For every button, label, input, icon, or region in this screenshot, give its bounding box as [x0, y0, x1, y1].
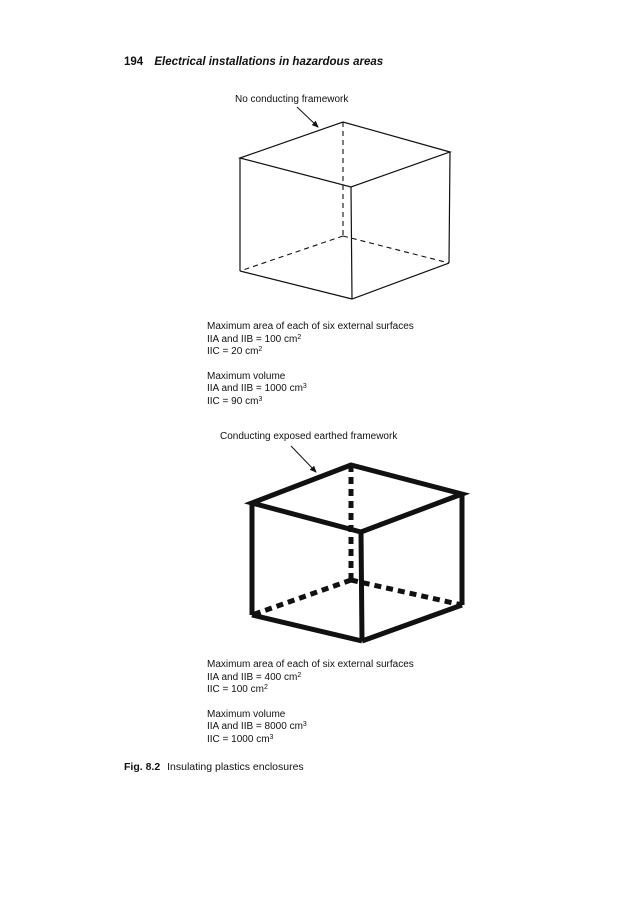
cube-thin-edge — [449, 152, 450, 263]
cube-thick — [252, 446, 462, 641]
figure1-volume-iic: IIC = 90 $cm^3$ — [207, 395, 263, 407]
figure1-volume-iia-iib: IIA and IIB = 1000 $cm^3$ — [207, 383, 307, 394]
cube-thick-edge — [361, 532, 362, 641]
cube-thick-edge — [362, 605, 462, 641]
figure2-area-iic: IIC = 100 $cm^2$ — [207, 684, 268, 695]
figure2-volume-iia-iib: IIA and IIB = 8000 $cm^3$ — [207, 721, 307, 732]
figure1-specs — [207, 321, 414, 408]
cube-thin-hidden-edge — [343, 236, 449, 263]
figure1-volume-heading: Maximum volume — [207, 370, 286, 382]
cube-thick-hidden-edge — [351, 580, 462, 605]
figure1-label: No conducting framework — [235, 94, 349, 105]
figure1-area-heading: Maximum area of each of six external surfaces — [207, 321, 414, 332]
figure1-area-iia-iib: IIA and IIB = 100 $cm^2$ — [207, 333, 302, 345]
figure1-arrow — [297, 107, 318, 127]
cube-thin — [240, 107, 450, 299]
cube-thick-hidden-edge — [252, 580, 351, 615]
cube-thin-top-face — [240, 122, 450, 187]
figure2-volume-iic: IIC = 1000 $cm^3$ — [207, 733, 274, 745]
figure2-volume-heading: Maximum volume — [207, 708, 286, 720]
figure2-label: Conducting exposed earthed framework — [220, 431, 398, 442]
figure2-specs — [207, 659, 414, 746]
figure2-area-iia-iib: IIA and IIB = 400 $cm^2$ — [207, 671, 302, 683]
page-number: 194 — [124, 56, 144, 68]
cube-thin-hidden-edge — [240, 236, 343, 271]
cube-thin-edge — [352, 263, 449, 299]
cube-thin-edge — [351, 187, 352, 299]
figure-number: Fig. 8.2 — [124, 761, 161, 773]
running-title: Electrical installations in hazardous areas — [154, 56, 384, 68]
figure2-area-heading: Maximum area of each of six external surfaces — [207, 659, 414, 670]
figure-caption — [124, 761, 304, 773]
caption-text: Insulating plastics enclosures — [167, 761, 304, 773]
cube-thick-edge — [252, 615, 362, 641]
cube-thick-top-face — [252, 465, 462, 532]
cube-thin-edge — [240, 271, 352, 299]
figure1-area-iic: IIC = 20 $cm^2$ — [207, 346, 263, 357]
figure2-arrow — [291, 446, 316, 472]
